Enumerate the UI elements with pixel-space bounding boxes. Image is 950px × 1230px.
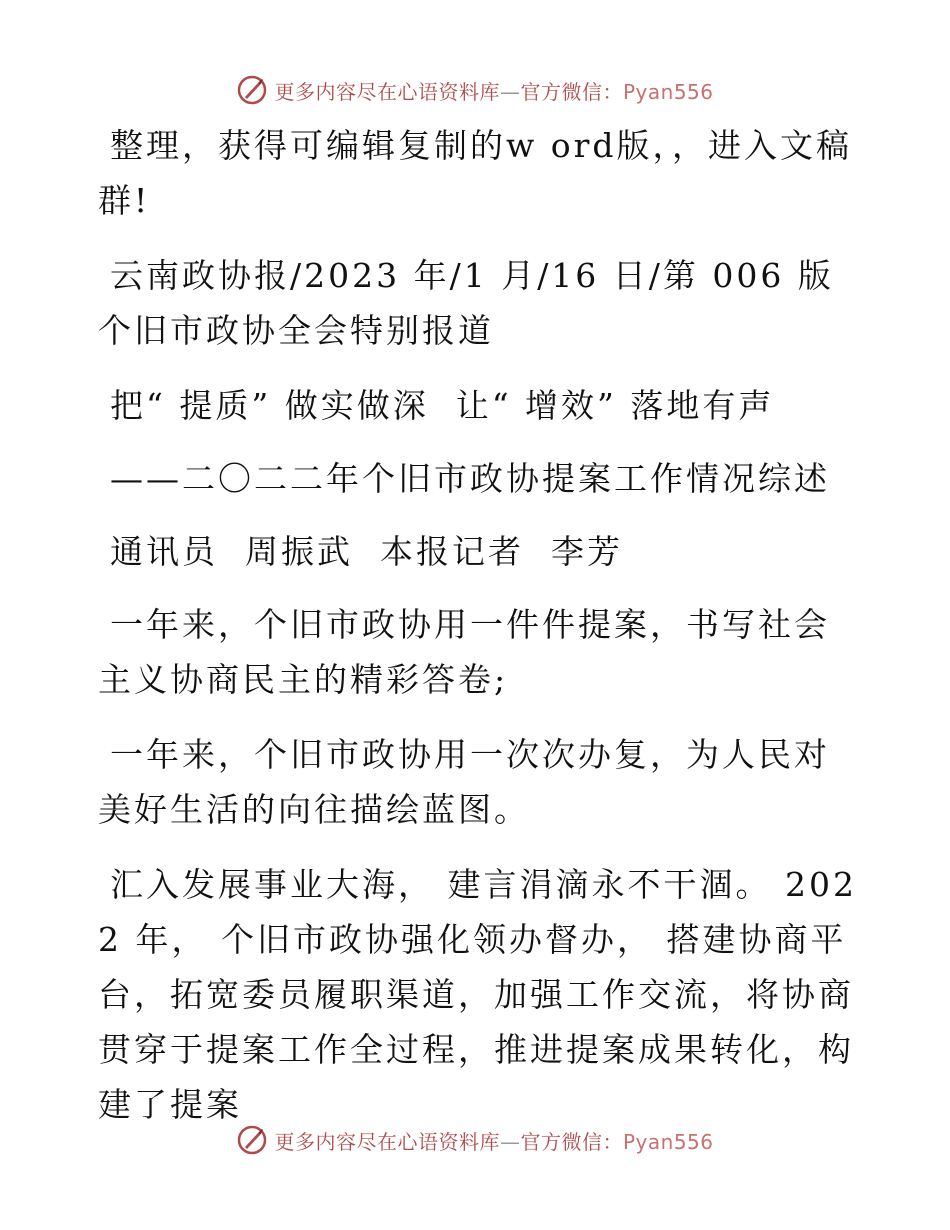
banner-separator: —: [499, 79, 521, 104]
byline: 通讯员 周振武 本报记者 李芳: [110, 532, 623, 571]
banner-contact-label: 官方微信：: [520, 1129, 623, 1154]
body-paragraph: 一年来，个旧市政协用一次次办复，为人民对美好生活的向往描绘蓝图。: [98, 735, 830, 829]
banner-site-text: 更多内容尽在心语资料库: [274, 79, 500, 104]
body-paragraph: 汇入发展事业大海， 建言涓滴永不干涸。 2022 年， 个旧市政协强化领办督办， 搭建协商平台，拓宽委员履职渠道，加强工作交流，将协商贯穿于提案工作全过程，推进提案成果转化，构建了提案: [98, 865, 857, 1124]
banner-site-text: 更多内容尽在心语资料库: [274, 1129, 500, 1154]
banner-text: [274, 76, 713, 105]
banner-text: [274, 1126, 713, 1155]
quill-logo-icon: [236, 1124, 268, 1156]
banner-contact-label: 官方微信：: [520, 79, 623, 104]
banner-separator: —: [499, 1129, 521, 1154]
header-banner: [0, 70, 950, 110]
body-paragraph: 一年来，个旧市政协用一件件提案，书写社会主义协商民主的精彩答卷;: [98, 605, 830, 699]
article-headline: 把“ 提质” 做实做深 让“ 增效” 落地有声: [110, 386, 775, 425]
source-line: 云南政协报/2023 年/1 月/16 日/第 006 版个旧市政协全会特别报道: [98, 256, 834, 350]
banner-contact-id: Pyan556: [622, 1129, 714, 1154]
banner-contact-id: Pyan556: [622, 79, 714, 104]
document-body: [98, 118, 858, 1152]
quill-logo-icon: [236, 74, 268, 106]
intro-paragraph: 整理，获得可编辑复制的w ord版，，进入文稿群!: [98, 126, 853, 220]
article-subheadline: ——二〇二二年个旧市政协提案工作情况综述: [110, 459, 830, 498]
footer-banner: [0, 1120, 950, 1160]
